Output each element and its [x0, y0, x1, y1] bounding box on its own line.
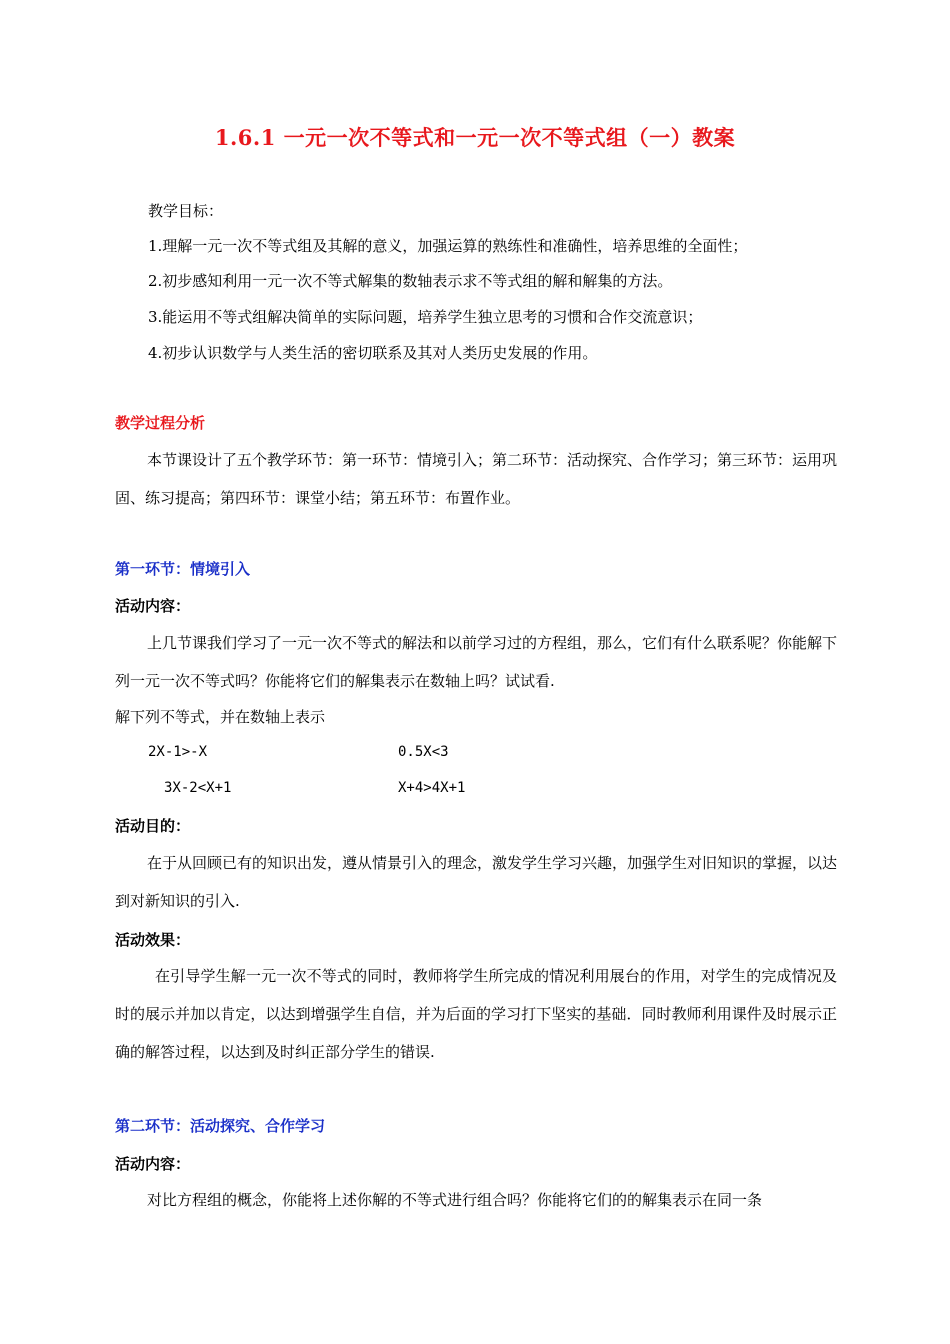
- inequality-4: X+4>4X+1: [398, 780, 466, 796]
- section1-purpose-text: 在于从回顾已有的知识出发，遵从情景引入的理念，激发学生学习兴趣，加强学生对旧知识的掌握，以达到对新知识的引入.: [115, 854, 838, 910]
- section1-heading: 第一环节：情境引入: [115, 560, 251, 578]
- page-title: 1.6.1 一元一次不等式和一元一次不等式组（一）教案: [214, 125, 736, 150]
- section1-content-text: 上几节课我们学习了一元一次不等式的解法和以前学习过的方程组，那么，它们有什么联系呢？你能解下列一元一次不等式吗？你能将它们的解集表示在数轴上吗？试试看.: [115, 634, 838, 690]
- objective-item: 4.初步认识数学与人类生活的密切联系及其对人类历史发展的作用。: [148, 344, 598, 362]
- section1-content-label: 活动内容：: [115, 597, 191, 615]
- objectives-heading: 教学目标：: [148, 202, 224, 220]
- process-heading: 教学过程分析: [115, 414, 206, 432]
- inequality-3: 3X-2<X+1: [164, 780, 232, 796]
- inequality-2: 0.5X<3: [398, 744, 449, 760]
- objective-item: 2.初步感知利用一元一次不等式解集的数轴表示求不等式组的解和解集的方法。: [148, 272, 673, 290]
- process-intro: 本节课设计了五个教学环节：第一环节：情境引入；第二环节：活动探究、合作学习；第三环节：运用巩固、练习提高；第四环节：课堂小结；第五环节：布置作业。: [115, 451, 838, 507]
- section2-content-label: 活动内容：: [115, 1155, 191, 1173]
- exercise-prompt: 解下列不等式，并在数轴上表示: [115, 708, 326, 726]
- section2-heading: 第二环节：活动探究、合作学习: [115, 1117, 326, 1135]
- inequality-1: 2X-1>-X: [148, 744, 208, 760]
- section1-effect-label: 活动效果：: [115, 931, 191, 949]
- objective-item: 3.能运用不等式组解决简单的实际问题，培养学生独立思考的习惯和合作交流意识；: [148, 308, 703, 326]
- section1-purpose-label: 活动目的：: [115, 817, 191, 835]
- objective-item: 1.理解一元一次不等式组及其解的意义，加强运算的熟练性和准确性，培养思维的全面性；: [148, 237, 748, 255]
- section1-effect-text: 在引导学生解一元一次不等式的同时，教师将学生所完成的情况利用展台的作用，对学生的完成情况及时的展示并加以肯定，以达到增强学生自信，并为后面的学习打下坚实的基础．同时教师利用课件及时展示正确的解答过程，以达到及时纠正部分学生的错误.: [115, 967, 837, 1061]
- section2-content-text: 对比方程组的概念，你能将上述你解的不等式进行组合吗？你能将它们的的解集表示在同一条: [147, 1191, 763, 1209]
